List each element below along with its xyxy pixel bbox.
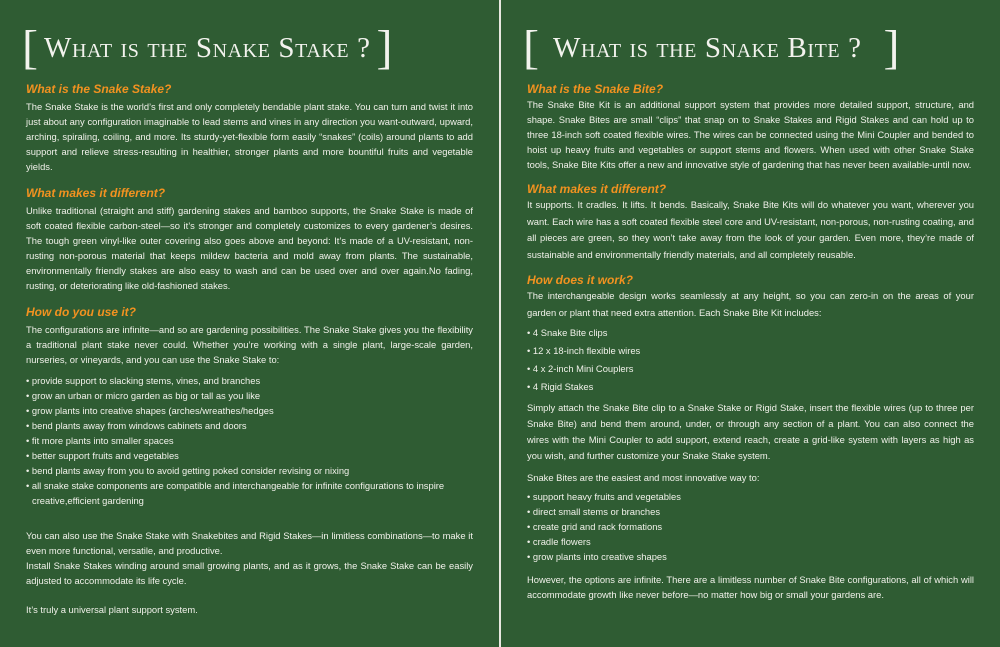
uses-intro: Snake Bites are the easiest and most innovative way to: — [527, 472, 760, 483]
title-text: What is the Snake Bite ? — [552, 31, 862, 64]
list-item: • better support fruits and vegetables — [26, 448, 473, 463]
right-page-title — [523, 21, 900, 74]
kit-list — [527, 325, 974, 394]
list-item: • 12 x 18-inch flexible wires — [527, 343, 974, 358]
list-item: • provide support to slacking stems, vines, and branches — [26, 373, 473, 388]
title-text: What is the Snake Stake ? — [43, 31, 371, 64]
left-page-content — [26, 82, 473, 629]
closing-paragraph: Install Snake Stakes winding around small growing plants, and as it grows, the Snake Stake can be easily adjusted to accommodate its life cycle. — [26, 560, 473, 586]
section-heading: What makes it different? — [527, 182, 667, 196]
list-item: • create grid and rack formations — [527, 519, 974, 534]
list-item: • bend plants away from windows cabinets and doors — [26, 418, 473, 433]
section-paragraph: Simply attach the Snake Bite clip to a Snake Stake or Rigid Stake, insert the flexible wires (up to three per Snake Bite) and bend them around, under, or through any section of a plant. You can also connect the wires with the Mini Coupler to add support, extend reach, create a grid-like system with layers as high as you wish, and further customize your Snake Stake system. — [527, 402, 974, 461]
section-heading: What makes it different? — [26, 186, 166, 200]
section-heading: How do you use it? — [26, 305, 136, 319]
list-item: • 4 Snake Bite clips — [527, 325, 974, 340]
left-page — [0, 0, 499, 647]
closing-paragraph: It’s truly a universal plant support system. — [26, 604, 198, 615]
title-bracket-open: [ — [22, 21, 38, 74]
list-item: • 4 Rigid Stakes — [527, 379, 974, 394]
list-item: • grow an urban or micro garden as big or tall as you like — [26, 388, 473, 403]
use-list — [26, 373, 473, 508]
section-heading: What is the Snake Bite? — [527, 82, 664, 96]
title-bracket-close: ] — [376, 21, 393, 74]
section-paragraph: The Snake Bite Kit is an additional support system that provides more detailed support, structure, and shape. Snake Bites are small “clips” that snap on to Snake Stakes and Rigid Stakes and can hold up to three 18-inch soft coated flexible wires. The wires can be connected using the Mini Coupler and bended to hoist up heavy fruits and vegetables or support stems and flowers. When used with other Snake Stake tools, Snake Bite Kits offer a new and innovative style of gardening that has never been available-until now. — [527, 99, 974, 170]
section-heading: What is the Snake Stake? — [26, 82, 172, 96]
section-paragraph: It supports. It cradles. It lifts. It bends. Basically, Snake Bite Kits will do whatever you want, wherever you want. Each wire has a soft coated flexible steel core and UV-resistant, non-porous, non-rusting coating, and all pieces are green, so they won’t take away from the look of your garden. Even more, they’re made of sustainable and environmentally friendly materials, and all completely reusable. — [527, 199, 974, 260]
section-paragraph: Unlike traditional (straight and stiff) gardening stakes and bamboo supports, the Snake Stake is made of soft coated flexible carbon-steel—so it’s stronger and completely customizes to every gardener’s desires. The tough green vinyl-like outer covering also goes above and beyond: It’s made of a UV-resistant, non-rusting non-porous material that keeps mildew bacteria and mold away from plants. The sustainable, environmentally friendly stakes are also easy to wash and can be used over and over again.No fading, rusting, or deteriorating like old-fashioned stakes. — [26, 205, 473, 291]
section-heading: How does it work? — [527, 273, 634, 287]
list-item: • all snake stake components are compatible and interchangeable for infinite configurations to inspire creative,efficient gardening — [26, 478, 473, 508]
uses-list — [527, 489, 974, 564]
list-item: • fit more plants into smaller spaces — [26, 433, 473, 448]
section-paragraph: The interchangeable design works seamlessly at any height, so you can zero-in on the areas of your garden or plant that need extra attention. Each Snake Bite Kit includes: — [527, 290, 974, 318]
closing-paragraph: However, the options are infinite. There are a limitless number of Snake Bite configurations, all of which will accommodate growth like never before—no matter how big or small your gardens are. — [527, 574, 974, 600]
title-bracket-open: [ — [523, 21, 539, 74]
section-paragraph: The configurations are infinite—and so are gardening possibilities. The Snake Stake gives you the flexibility a traditional plant stake never could. Whether you’re working with a single plant, large-scale garden, nurseries, or vineyards, and you can use the Snake Stake to: — [26, 324, 473, 365]
list-item: • grow plants into creative shapes (arches/wreathes/hedges — [26, 403, 473, 418]
closing-paragraph: You can also use the Snake Stake with Snakebites and Rigid Stakes—in limitless combinations—to make it even more functional, versatile, and productive. — [26, 530, 473, 556]
section-paragraph: The Snake Stake is the world’s first and only completely bendable plant stake. You can turn and twist it into just about any configuration imaginable to lead stems and vines in any direction you want-outward, upward, arching, spiraling, coiling, and more. Its sturdy-yet-flexible form easily “snakes” (coils) around plants to add support and relieve stress-resulting in healthier, stronger plants and more bountiful fruits and vegetable yields. — [26, 101, 473, 172]
right-page — [501, 0, 1000, 647]
list-item: • bend plants away from you to avoid getting poked consider revising or nixing — [26, 463, 473, 478]
right-page-content — [527, 82, 974, 610]
list-item: • support heavy fruits and vegetables — [527, 489, 974, 504]
list-item: • cradle flowers — [527, 534, 974, 549]
list-item: • grow plants into creative shapes — [527, 549, 974, 564]
list-item: • 4 x 2-inch Mini Couplers — [527, 361, 974, 376]
title-bracket-close: ] — [883, 21, 900, 74]
left-page-title — [22, 21, 393, 74]
list-item: • direct small stems or branches — [527, 504, 974, 519]
